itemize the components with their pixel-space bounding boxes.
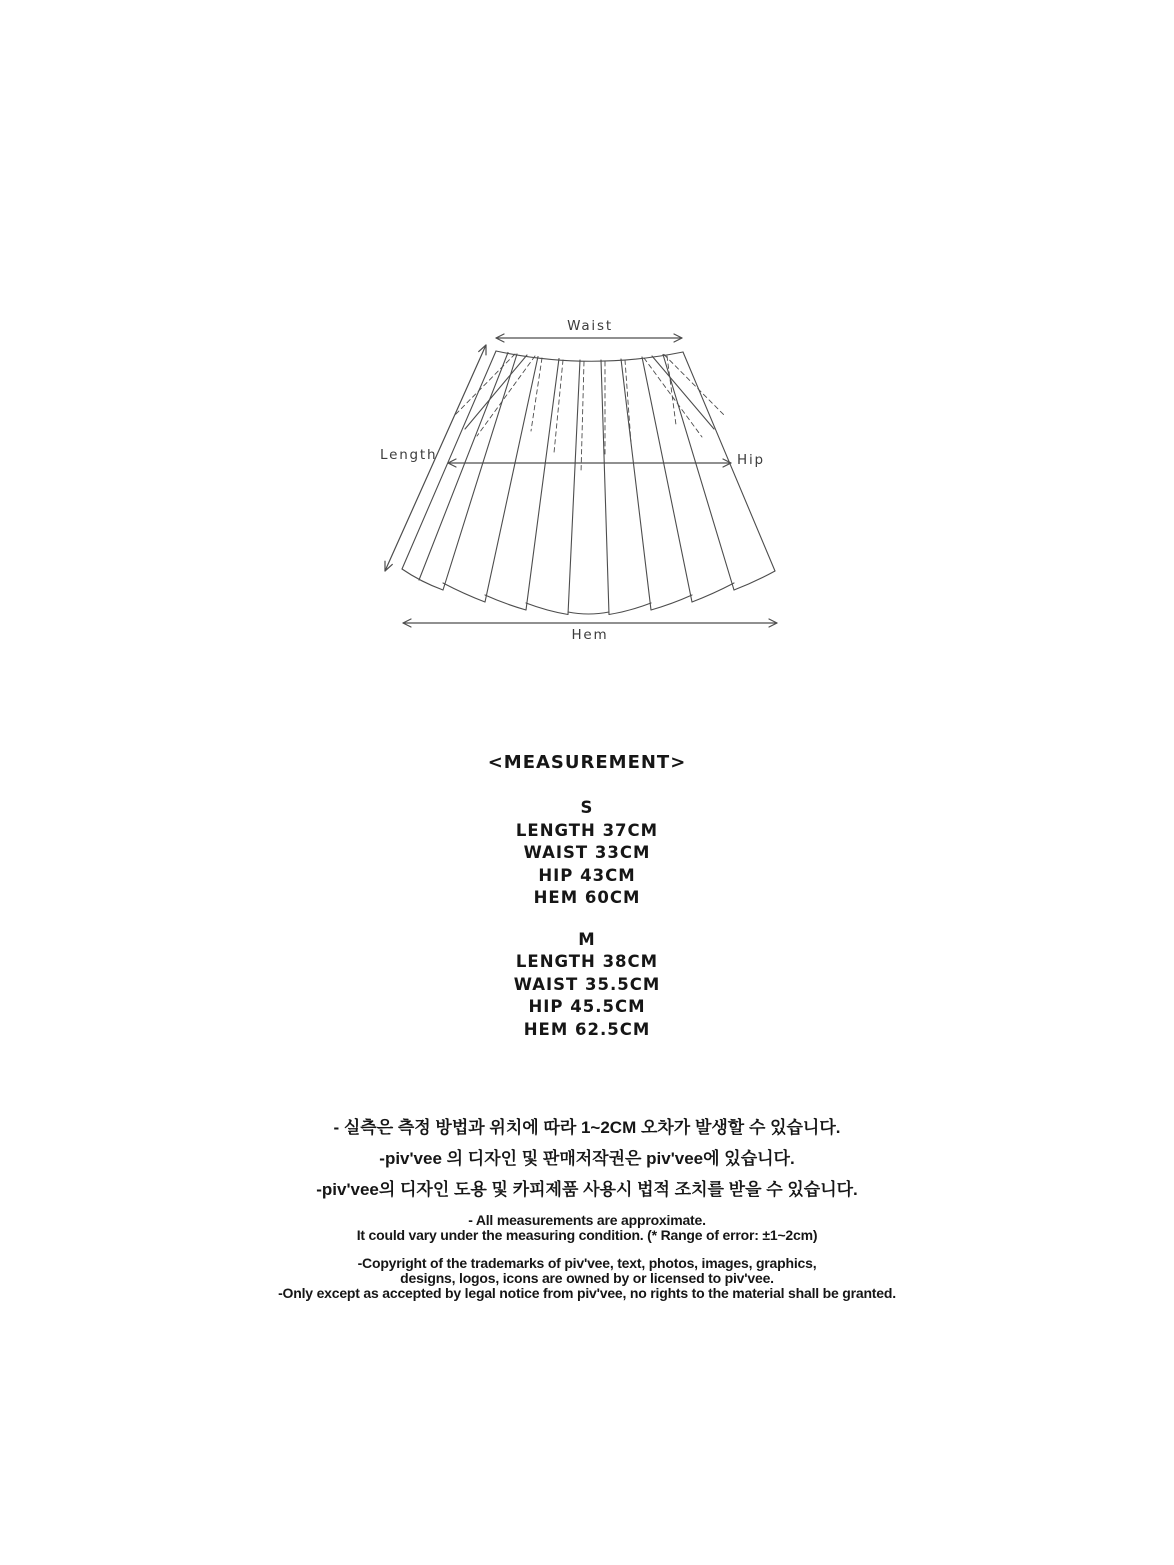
note-en-line: It could vary under the measuring condition. (* Range of error: ±1~2cm) bbox=[356, 1227, 818, 1243]
note-en-line: designs, logos, icons are owned by or licensed to piv'vee. bbox=[400, 1270, 774, 1286]
size-row-waist: WAIST 33CM bbox=[523, 843, 651, 862]
skirt-outline bbox=[402, 351, 775, 580]
hem-label: Hem bbox=[571, 627, 609, 643]
note-kr-copyright: -piv'vee 의 디자인 및 판매저작권은 piv'vee에 있습니다. bbox=[379, 1149, 795, 1168]
size-name: M bbox=[578, 929, 596, 949]
note-en-line: -Copyright of the trademarks of piv'vee, text, photos, images, graphics, bbox=[357, 1255, 817, 1271]
hip-arrow bbox=[448, 459, 731, 467]
size-row-hem: HEM 62.5CM bbox=[523, 1019, 651, 1039]
skirt-measurement-diagram bbox=[375, 303, 805, 655]
size-row-length: LENGTH 38CM bbox=[515, 952, 659, 971]
waist-arrow bbox=[496, 334, 682, 342]
skirt-hem bbox=[402, 569, 775, 615]
hip-label: Hip bbox=[737, 452, 765, 468]
size-row-hip: HIP 43CM bbox=[538, 865, 636, 885]
english-note-copyright bbox=[0, 1256, 1174, 1301]
note-en-line: - All measurements are approximate. bbox=[468, 1212, 706, 1228]
size-block-s bbox=[0, 797, 1174, 910]
note-en-line: -Only except as accepted by legal notice from piv'vee, no rights to the material shall be granted. bbox=[278, 1285, 896, 1301]
waist-label: Waist bbox=[567, 318, 613, 334]
size-block-m bbox=[0, 929, 1174, 1042]
length-label: Length bbox=[380, 447, 438, 463]
size-name: S bbox=[580, 798, 594, 817]
korean-notes bbox=[0, 1117, 1174, 1210]
note-kr-tolerance: - 실측은 측정 방법과 위치에 따라 1~2CM 오차가 발생할 수 있습니다. bbox=[333, 1118, 841, 1137]
measurement-title: <MEASUREMENT> bbox=[487, 752, 687, 773]
size-row-waist: WAIST 35.5CM bbox=[513, 974, 661, 994]
hem-arrow bbox=[403, 619, 777, 627]
english-note-approximate bbox=[0, 1213, 1174, 1243]
pleat-fold-dashed-lines bbox=[454, 354, 725, 473]
skirt-line-drawing bbox=[375, 303, 805, 655]
note-kr-legal: -piv'vee의 디자인 도용 및 카피제품 사용시 법적 조치를 받을 수 있습니다. bbox=[316, 1180, 858, 1199]
size-row-length: LENGTH 37CM bbox=[515, 820, 659, 840]
size-row-hem: HEM 60CM bbox=[533, 888, 641, 907]
size-row-hip: HIP 45.5CM bbox=[528, 997, 646, 1016]
size-table bbox=[0, 797, 1174, 1041]
pleat-lines bbox=[443, 354, 734, 615]
